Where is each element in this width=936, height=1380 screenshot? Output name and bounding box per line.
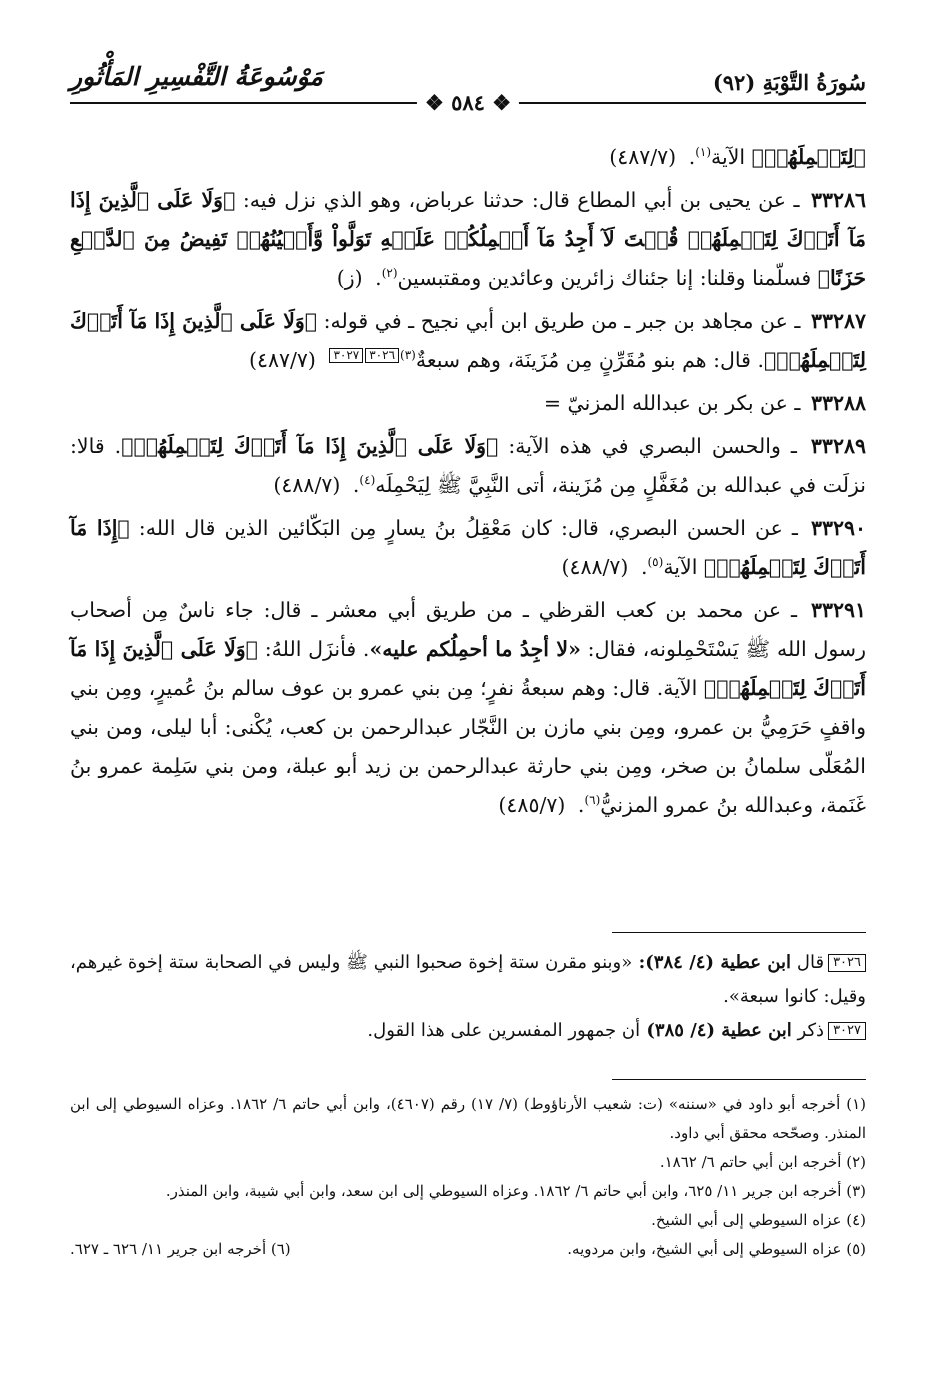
entry-text: ـ والحسن البصري في هذه الآية: (498, 434, 807, 458)
entry-continuation (70, 138, 866, 177)
volume-reference: (٤٨٧/٧) (248, 348, 316, 372)
footnote-6: (٦) أخرجه ابن جرير ١١/ ٦٢٦ ـ ٦٢٧. (70, 1240, 291, 1258)
ayah-quote: ﴿وَلَا عَلَى ٱلَّذِينَ إِذَا مَآ أَتَوۡكَ لِتَحۡمِلَهُمۡ﴾ (121, 434, 499, 458)
footnotes (70, 1090, 866, 1264)
commentary-number: ٣٠٢٦ (828, 954, 866, 972)
footnote-5: (٥) عزاه السيوطي إلى أبي الشيخ، وابن مردويه. (567, 1240, 866, 1258)
footnote-marker: (٥) (647, 555, 664, 570)
page-number-value: ٥٨٤ (451, 90, 485, 115)
entry-number: ٣٣٢٨٨ (810, 391, 866, 415)
entry-number: ٣٣٢٩١ (810, 598, 866, 622)
book-title: مَوْسُوعَةُ التَّفْسِيرِ المَأْثُورِ (70, 62, 323, 91)
commentary-marker: ٣٠٢٦ (365, 348, 399, 363)
footnote-1: (١) أخرجه أبو داود في «سننه» (ت: شعيب الأرناؤوط) (٧/ ١٧) رقم (٤٦٠٧)، وابن أبي حاتم ٦/ ١٨٦٢. وعزاه السيوطي إلى ابن المنذر. وصحّحه محقق أبي داود. (70, 1095, 866, 1142)
entry-text: الآية. قال: وهم سبعةُ نفرٍ؛ مِن بني عمرو بن عوف سالم بنُ عُميرٍ، ومِن بني واقفٍ حَرَمِيُّ بن عمرو، ومِن بني مازن بن النَّجّار عبدالرحمن بن كعب، يُكْنى: أبا ليلى، ومن بني المُعَلّى سلمانُ بن صخر، ومِن بني حارثة عبدالرحمن بن زيد أبو عبلة، ومن بني سَلِمة عمرو بنُ غَنَمة، وعبدالله بنُ عمرو المزنيُّ (70, 676, 866, 817)
entry-number: ٣٣٢٩٠ (810, 516, 866, 540)
footnote-marker: (٣) (400, 348, 416, 363)
volume-reference: (٤٨٥/٧) (498, 793, 566, 817)
footnote-marker: (٤) (359, 473, 376, 488)
entry-number: ٣٣٢٨٦ (810, 188, 866, 212)
note-citation: (٤/ ٣٨٥) (640, 1020, 722, 1041)
note-text: قال (791, 952, 825, 973)
footnote-4: (٤) عزاه السيوطي إلى أبي الشيخ. (651, 1211, 866, 1229)
ayah-quote: ﴿لِتَحۡمِلَهُمۡ﴾ (751, 145, 866, 169)
entry-text: ـ عن مجاهد بن جبر ـ من طريق ابن أبي نجيح ـ في قوله: (317, 309, 807, 333)
entry-33286 (70, 181, 866, 298)
ayah-quote: ﴿إِذَا مَآ أَتَوۡكَ لِتَحۡمِلَهُمۡ﴾ (70, 516, 866, 579)
note-text: أن جمهور المفسرين على هذا القول. (367, 1020, 641, 1041)
hadith-quote: «لا أجِدُ ما أحمِلُكم عليه» (369, 637, 581, 661)
entry-tail: . (352, 473, 360, 497)
entry-tail: . (688, 145, 696, 169)
commentary-note-3027 (70, 1014, 866, 1048)
footnote-marker: (٢) (381, 266, 398, 281)
entry-text: . فأنزَل اللهُ: (257, 637, 370, 661)
main-text (70, 138, 866, 829)
footnote-marker: (٦) (584, 793, 601, 808)
entry-tail: . (640, 555, 648, 579)
entry-text: . قال: هم بنو مُقَرِّنٍ مِن مُزَينَة، وهم سبعةٌ (415, 348, 764, 372)
entry-tail: . (577, 793, 585, 817)
footnote-3: (٣) أخرجه ابن جرير ١١/ ٦٢٥، وابن أبي حاتم ٦/ ١٨٦٢. وعزاه السيوطي إلى ابن سعد، وابن أبي شيبة، وابن المنذر. (165, 1182, 866, 1200)
ayah-quote: ﴿وَلَا عَلَى ٱلَّذِينَ إِذَا مَآ أَتَوۡكَ لِتَحۡمِلَهُمۡ قُلۡتَ لَآ أَجِدُ مَآ أَحۡمِلُكُمۡ عَلَيۡهِ تَوَلَّواْ وَّأَعۡيُنُهُمۡ تَفِيضُ مِنَ ٱلدَّمۡعِ حَزَنًا﴾ (70, 188, 866, 290)
footnote-row (70, 1235, 866, 1264)
entry-33288 (70, 384, 866, 423)
entry-33289 (70, 427, 866, 505)
entry-text: الآية (711, 145, 752, 169)
note-author: ابن عطية (720, 952, 792, 973)
footnote-2: (٢) أخرجه ابن أبي حاتم ٦/ ١٨٦٢. (659, 1153, 866, 1171)
commentary-number: ٣٠٢٧ (828, 1022, 866, 1040)
entry-33291 (70, 591, 866, 825)
page-header (70, 60, 866, 130)
entry-text: فسلّمنا وقلنا: إنا جئناك زائرين وعائدين ومقتبسين (397, 266, 818, 290)
footnotes-separator (612, 1079, 866, 1080)
note-citation: (٤/ ٣٨٤): (632, 952, 721, 973)
commentary-marker: ٣٠٢٧ (329, 348, 363, 363)
volume-reference: (٤٨٨/٧) (561, 555, 629, 579)
commentary-note-3026 (70, 946, 866, 1014)
ayah-quote: ﴿وَلَا عَلَى ٱلَّذِينَ إِذَا مَآ أَتَوۡكَ لِتَحۡمِلَهُمۡ﴾ (70, 309, 866, 372)
entry-number: ٣٣٢٨٩ (810, 434, 866, 458)
commentary-notes (70, 946, 866, 1048)
entry-text: . قالا: نزلَت في عبدالله بن مُغَفَّلٍ مِن مُزَينة، أتى النَّبِيَّ ﷺ لِيَحْمِلَه (70, 434, 866, 497)
volume-reference: (ز) (336, 266, 363, 290)
note-author: ابن عطية (721, 1020, 792, 1041)
entry-text: ـ عن يحيى بن أبي المطاع قال: حدثنا عرباض، وهو الذي نزل فيه: (235, 188, 807, 212)
footnote-marker: (١) (695, 145, 712, 160)
notes-separator (612, 932, 866, 933)
note-text: ذكر (791, 1020, 825, 1041)
entry-text: ـ عن محمد بن كعب القرظي ـ من طريق أبي معشر ـ قال: جاء ناسٌ مِن أصحاب رسول الله ﷺ يَسْتَحْمِلونه، فقال: (70, 598, 867, 661)
volume-reference: (٤٨٧/٧) (609, 145, 677, 169)
entry-tail: . (375, 266, 382, 290)
entry-text: الآية (663, 555, 704, 579)
volume-reference: (٤٨٨/٧) (273, 473, 341, 497)
surah-title: سُورَةُ التَّوْبَةِ (٩٢) (712, 70, 866, 95)
entry-text: ـ عن بكر بن عبدالله المزنيّ = (543, 391, 807, 415)
page-number: ❖ ٥٨٤ ❖ (417, 90, 519, 115)
ayah-quote: ﴿وَلَا عَلَى ٱلَّذِينَ إِذَا مَآ أَتَوۡكَ لِتَحۡمِلَهُمۡ﴾ (70, 637, 867, 700)
entry-33290 (70, 509, 866, 587)
entry-33287 (70, 302, 866, 380)
note-text: «وبنو مقرن ستة إخوة صحبوا النبي ﷺ وليس في الصحابة ستة إخوة غيرهم، وقيل: كانوا سبعة». (70, 952, 866, 1007)
entry-number: ٣٣٢٨٧ (810, 309, 867, 333)
entry-text: ـ عن الحسن البصري، قال: كان مَعْقِلُ بنُ يسارٍ مِن البَكّائين الذين قال الله: (129, 516, 807, 540)
